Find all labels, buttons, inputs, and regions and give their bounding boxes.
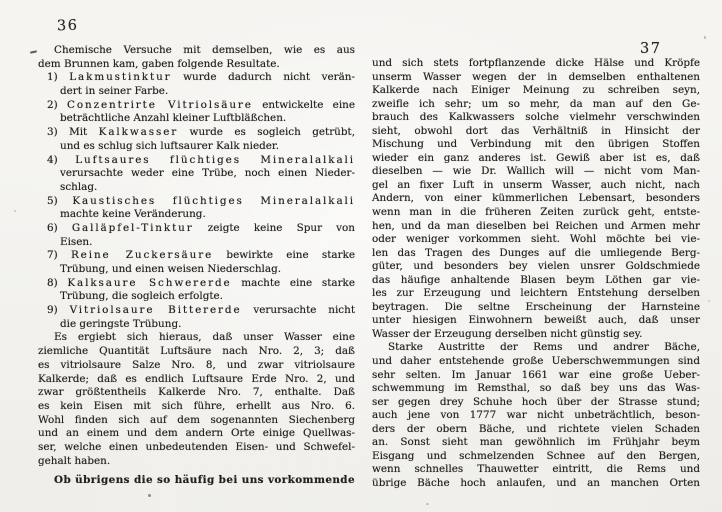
text-line: gel an fixer Luft in unserm Wasser, auch nicht, nach — [372, 178, 700, 191]
text-line: güter, und besonders bey vielen unsrer Goldschmiede — [372, 260, 700, 273]
emphasized-term: Kaustisches flüchtiges Mineralalkali — [72, 194, 355, 207]
emphasized-term: Vitriolsaure Bittererde — [69, 304, 242, 317]
text-line: 4) Luftsaures flüchtiges Mineralalkali — [47, 153, 355, 166]
text-line: brauch des Kalkwassers solche vielmehr verschwinden — [372, 111, 700, 124]
text-line: Trübung, die sogleich erfolgte. — [60, 290, 223, 303]
text-line: unserm Wasser wegen der in demselben enthaltenen — [372, 70, 700, 83]
scan-speckle — [148, 494, 151, 497]
page-number-right: 37 — [640, 41, 662, 57]
text-line: wenn schnelles Thauwetter eintritt, die Rems und — [372, 463, 700, 476]
text-line: Kalkerde nach Einiger Meinung zu schreiben seyn, — [372, 84, 700, 97]
text-line: les zur Erzeugung und leichtern Entstehung derselben — [372, 287, 700, 300]
text-line: dieselben — wie Dr. Wallich will — nicht vom Man- — [372, 165, 700, 178]
text-line: 3) Mit Kalkwasser wurde es sogleich getrübt, — [47, 126, 355, 139]
text-line: Trübung, und einen weisen Niederschlag. — [60, 263, 282, 275]
text-line: beytragen. Die seltne Erscheinung der Harnsteine — [372, 300, 700, 313]
emphasized-term: Reine Zuckersäure — [70, 249, 214, 262]
text-line: es kein Eisen mit sich führe, erhellt aus Nro. 6. — [38, 399, 355, 412]
scan-speckle — [704, 36, 706, 39]
text-line: Wohl finden sich auf dem sogenannten Siechenberg — [38, 413, 355, 426]
text-line: 6) Galläpfel-Tinktur zeigte keine Spur von — [47, 221, 355, 234]
emphasized-term: Galläpfel-Tinktur — [71, 221, 194, 234]
text-line: 5) Kaustisches flüchtiges Mineralalkali — [47, 194, 355, 207]
text-line: Kalkerde; daß es endlich Luftsaure Erde Nro. 2, und — [38, 372, 355, 385]
scan-speckle — [708, 300, 710, 302]
text-line: an. Sonst sieht man gewöhnlich im Frühjahr beym — [372, 436, 700, 449]
text-line: unter hiesigen Einwohnern beweißt auch, daß unser — [372, 314, 700, 327]
scan-speckle — [426, 503, 429, 505]
scan-artifact-dash — [30, 50, 37, 53]
emphasized-term: Lakmustinktur — [69, 71, 172, 84]
text-line: die geringste Trübung. — [60, 317, 182, 330]
text-line: Mischung und Verbindung mit den übrigen Stoffen — [372, 138, 700, 151]
text-line: Andern, von einer kümmerlichen Lebensart, besonders — [372, 192, 700, 205]
text-line: Wasser der Erzeugung derselben nicht günstig sey. — [372, 327, 643, 340]
text-line: oder weniger vorkommen sieht. Wohl möchte bei vie- — [372, 233, 700, 246]
text-line: wenn man in die früheren Zeiten zurück geht, entste- — [372, 206, 700, 219]
text-line: und es schlug sich luftsaurer Kalk nieder. — [60, 139, 280, 152]
text-line: len das Tragen des Dunges auf die umliegende Berg- — [372, 246, 700, 259]
text-line: Es ergiebt sich hieraus, daß unser Wasser eine — [54, 331, 355, 344]
text-line: sehr selten. Im Januar 1661 war eine große Ueber- — [372, 368, 700, 381]
text-line: Starke Austritte der Rems und andrer Bäche, — [388, 341, 700, 354]
text-line: dem Brunnen kam, gaben folgende Resultate. — [38, 57, 280, 70]
emphasized-term: Luftsaures flüchtiges Mineralalkali — [75, 153, 355, 166]
text-line: 7) Reine Zuckersäure bewirkte eine starke — [47, 249, 356, 262]
emphasized-term: Kalksaure Schwererde — [67, 276, 232, 289]
text-line: sieht, obwohl dort das Verhältniß in Hinsicht der — [372, 124, 700, 137]
text-line: Ob übrigens die so häufig bei uns vorkommende — [54, 474, 355, 487]
text-line: 1) Lakmustinktur wurde dadurch nicht verän- — [47, 71, 355, 84]
text-line: Eisen. — [60, 235, 93, 248]
text-line: 9) Vitriolsaure Bittererde verursachte nicht — [47, 304, 355, 317]
text-line: ziemliche Quantität Luftsäure nach Nro. 2, 3; daß — [38, 345, 355, 358]
right-page-text-block — [372, 57, 700, 491]
emphasized-term: Conzentrirte Vitriolsäure — [67, 98, 253, 111]
text-line: beträchtliche Anzahl kleiner Luftbläßchen. — [60, 112, 287, 125]
text-line: zwar größtentheils Kalkerde Nro. 7, enthalte. Daß — [38, 386, 355, 399]
text-line: das häufige anhaltende Blasen beym Löthen gar vie- — [372, 273, 700, 286]
text-line: ser gegen drey Schuhe hoch über der Strasse stund; — [372, 395, 700, 408]
page-number-left: 36 — [56, 17, 79, 35]
text-line: es vitriolsaure Salze Nro. 8, und zwar vitriolsaure — [38, 358, 355, 371]
text-line: zweifle ich sehr; um so mehr, da man auf den Ge- — [372, 97, 700, 110]
text-line: und an einem und dem andern Orte einige Quellwas- — [38, 427, 355, 440]
text-line: wieder ein ganz anderes ist. Gewiß aber ist es, daß — [372, 151, 700, 164]
text-line: ser, welche einen unbedeutenden Eisen- und Schwefel- — [38, 440, 355, 453]
emphasized-term: Kalkwasser — [98, 126, 179, 139]
text-line: schwemmung im Remsthal, so daß bey uns das Was- — [372, 382, 700, 395]
text-line: auch jene von 1777 war nicht unbeträchtlich, beson- — [372, 409, 700, 422]
text-line: 8) Kalksaure Schwererde machte eine starke — [47, 276, 355, 289]
text-line: Chemische Versuche mit demselben, wie es aus — [54, 44, 355, 56]
text-line: Eisgang und schmelzenden Schnee auf den Bergen, — [372, 449, 700, 462]
text-line: und sich stets fortpflanzende dicke Hälse und Kröpfe — [372, 57, 700, 69]
text-line: übrige Bäche hoch anlaufen, und an manchen Orten — [372, 476, 700, 489]
text-line: dert in seiner Farbe. — [60, 85, 169, 98]
text-line: ders der obern Bäche, und richtete vielen Schaden — [372, 422, 700, 435]
scan-speckle — [14, 210, 16, 212]
text-line: und daher entstehende große Ueberschwemmungen sind — [372, 355, 700, 368]
text-line: verursachte weder eine Trübe, noch einen Nieder- — [60, 167, 355, 180]
text-line: hen, und da man dieselben bei Reichen und Armen mehr — [372, 219, 700, 232]
left-page-text-block — [38, 44, 355, 488]
text-line: schlag. — [60, 180, 98, 193]
text-line: machte keine Veränderung. — [60, 208, 206, 221]
text-line: 2) Conzentrirte Vitriolsäure entwickelte eine — [47, 98, 355, 111]
text-line: gehalt haben. — [38, 454, 111, 467]
